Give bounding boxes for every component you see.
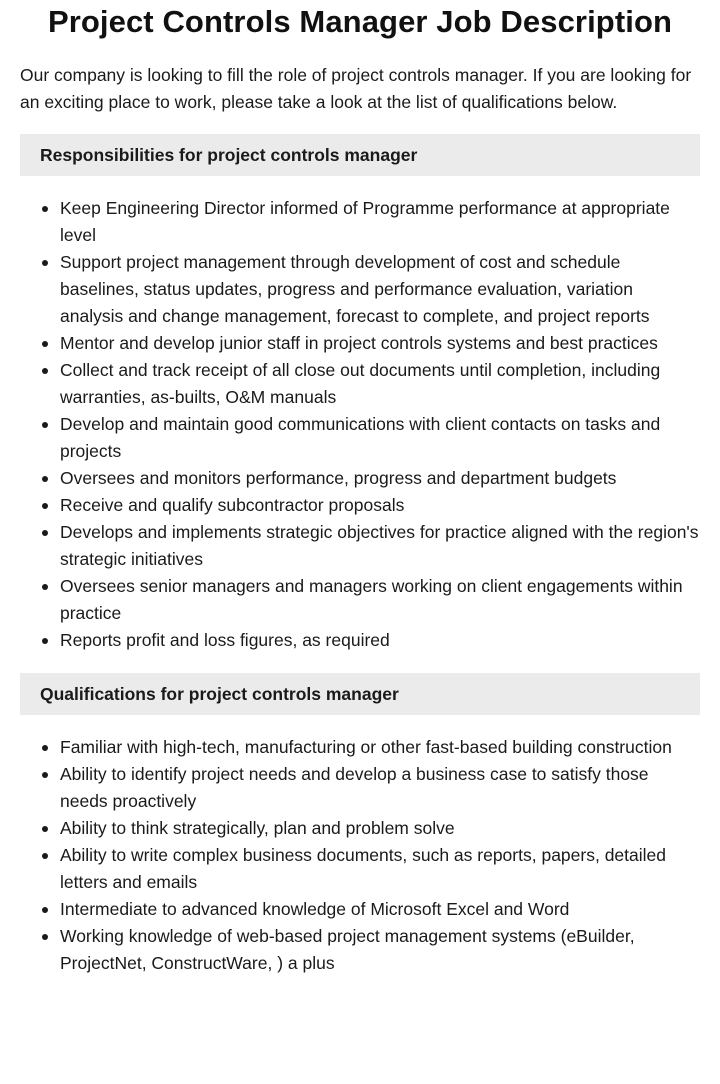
list-item-text: Keep Engineering Director informed of Programme performance at appropriate level <box>60 198 670 245</box>
qualifications-heading: Qualifications for project controls manager <box>20 673 700 715</box>
list-item <box>60 815 700 842</box>
list-item-text: Working knowledge of web-based project management systems (eBuilder, ProjectNet, ConstructWare, ) a plus <box>60 926 635 973</box>
list-item-text: Collect and track receipt of all close out documents until completion, including warranties, as-builts, O&M manuals <box>60 360 661 407</box>
list-item-text: Reports profit and loss figures, as required <box>60 630 390 650</box>
list-item-text: Receive and qualify subcontractor proposals <box>60 495 405 515</box>
bullet-icon <box>42 249 48 276</box>
list-item <box>60 896 700 923</box>
list-item-text: Develop and maintain good communications with client contacts on tasks and projects <box>60 414 661 461</box>
bullet-icon <box>42 923 48 950</box>
responsibilities-list <box>20 195 700 654</box>
bullet-icon <box>42 627 48 654</box>
qualifications-list <box>20 734 700 977</box>
list-item-text: Intermediate to advanced knowledge of Microsoft Excel and Word <box>60 899 570 919</box>
responsibilities-heading: Responsibilities for project controls manager <box>20 134 700 176</box>
page-title: Project Controls Manager Job Description <box>47 4 673 39</box>
bullet-icon <box>42 195 48 222</box>
list-item <box>60 734 700 761</box>
list-item-text: Oversees and monitors performance, progress and department budgets <box>60 468 617 488</box>
list-item-text: Support project management through development of cost and schedule baselines, status updates, progress and performance evaluation, variation analysis and change management, forecast to complete, and project reports <box>60 252 650 326</box>
list-item-text: Ability to write complex business documents, such as reports, papers, detailed letters and emails <box>60 845 666 892</box>
list-item-text: Ability to think strategically, plan and problem solve <box>60 818 455 838</box>
list-item <box>60 842 700 896</box>
bullet-icon <box>42 761 48 788</box>
bullet-icon <box>42 519 48 546</box>
list-item-text: Develops and implements strategic objectives for practice aligned with the region's strategic initiatives <box>60 522 699 569</box>
list-item-text: Oversees senior managers and managers working on client engagements within practice <box>60 576 683 623</box>
bullet-icon <box>42 465 48 492</box>
list-item <box>60 357 700 411</box>
list-item <box>60 330 700 357</box>
list-item <box>60 627 700 654</box>
list-item <box>60 492 700 519</box>
list-item-text: Ability to identify project needs and develop a business case to satisfy those needs proactively <box>60 764 649 811</box>
list-item <box>60 195 700 249</box>
list-item-text: Familiar with high-tech, manufacturing or other fast-based building construction <box>60 737 672 757</box>
list-item-text: Mentor and develop junior staff in project controls systems and best practices <box>60 333 658 353</box>
intro-paragraph: Our company is looking to fill the role of project controls manager. If you are looking for an exciting place to work, please take a look at the list of qualifications below. <box>20 65 692 112</box>
bullet-icon <box>42 815 48 842</box>
list-item <box>60 573 700 627</box>
bullet-icon <box>42 357 48 384</box>
bullet-icon <box>42 734 48 761</box>
bullet-icon <box>42 411 48 438</box>
list-item <box>60 923 700 977</box>
bullet-icon <box>42 573 48 600</box>
bullet-icon <box>42 492 48 519</box>
bullet-icon <box>42 842 48 869</box>
list-item <box>60 761 700 815</box>
list-item <box>60 411 700 465</box>
bullet-icon <box>42 330 48 357</box>
list-item <box>60 519 700 573</box>
bullet-icon <box>42 896 48 923</box>
list-item <box>60 249 700 330</box>
list-item <box>60 465 700 492</box>
